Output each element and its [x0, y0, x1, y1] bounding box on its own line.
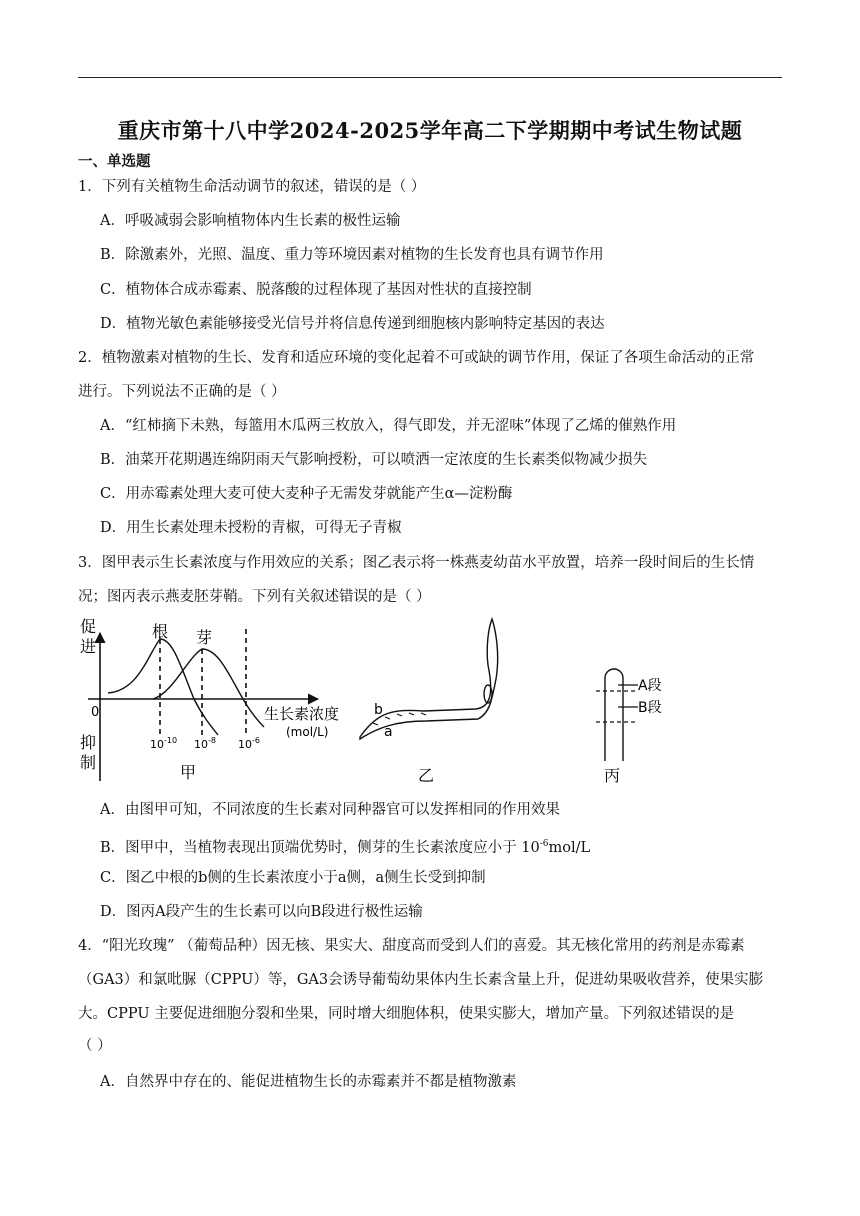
q2-option-c: C．用赤霉素处理大麦可使大麦种子无需发芽就能产生α—淀粉酶 [100, 486, 513, 502]
jia-y-label-inhibit-2: 制 [80, 753, 97, 772]
figure-q3 [78, 615, 718, 795]
jia-tick-1: $10^{-10}$ [150, 736, 178, 751]
q4-stem-line2: （GA3）和氯吡脲（CPPU）等，GA3会诱导葡萄幼果体内生长素含量上升，促进幼果吸收营养，使果实膨 [78, 972, 764, 988]
yi-label-a: a [384, 724, 393, 740]
q2-stem-line2: 进行。下列说法不正确的是（ ） [78, 384, 286, 400]
jia-tick-2: $10^{-8}$ [194, 736, 216, 751]
jia-y-label-promote-2: 进 [80, 637, 97, 656]
q2-option-d: D．用生长素处理未授粉的青椒，可得无子青椒 [100, 520, 402, 536]
yi-caption: 乙 [418, 766, 435, 785]
jia-y-label-inhibit-1: 抑 [80, 733, 97, 752]
jia-x-unit: (mol/L) [286, 725, 329, 739]
q4-option-a: A．自然界中存在的、能促进植物生长的赤霉素并不都是植物激素 [100, 1074, 517, 1090]
document-title: 重庆市第十八中学2024-2025学年高二下学期期中考试生物试题 [117, 118, 743, 143]
bing-label-b-segment: B段 [638, 700, 662, 716]
bing-coleoptile [605, 669, 623, 761]
q3-option-b: B．图甲中，当植物表现出顶端优势时，侧芽的生长素浓度应小于 $10^{-6}mol/L$ [100, 839, 591, 856]
q4-stem-line1: 4．“阳光玫瑰” （葡萄品种）因无核、果实大、甜度高而受到人们的喜爱。其无核化常用的药剂是赤霉素 [78, 938, 745, 954]
yi-label-b: b [374, 702, 383, 718]
q3-stem-line1: 3．图甲表示生长素浓度与作用效应的关系；图乙表示将一株燕麦幼苗水平放置，培养一段时间后的生长情 [78, 555, 755, 571]
jia-tick-3: $10^{-6}$ [238, 736, 260, 751]
jia-y-label-promote-1: 促 [80, 617, 97, 636]
jia-bud-curve [153, 649, 264, 727]
q1-option-b: B．除激素外，光照、温度、重力等环境因素对植物的生长发育也具有调节作用 [100, 247, 604, 263]
header-rule [78, 77, 782, 78]
figure-yi [360, 619, 498, 785]
yi-seedling [360, 619, 498, 739]
q1-option-a: A．呼吸减弱会影响植物体内生长素的极性运输 [100, 213, 401, 229]
bing-label-a-segment: A段 [638, 678, 662, 694]
bing-caption: 丙 [604, 766, 621, 785]
q3-option-d: D．图丙A段产生的生长素可以向B段进行极性运输 [100, 904, 423, 920]
jia-bud-label: 芽 [196, 628, 213, 647]
q3-option-c: C．图乙中根的b侧的生长素浓度小于a侧，a侧生长受到抑制 [100, 870, 486, 886]
q4-stem-line4: （ ） [78, 1038, 112, 1054]
q1-option-c: C．植物体合成赤霉素、脱落酸的过程体现了基因对性状的直接控制 [100, 282, 532, 298]
figure-jia [80, 617, 339, 782]
q4-stem-line3: 大。CPPU 主要促进细胞分裂和坐果，同时增大细胞体积，使果实膨大，增加产量。下列叙述错误的是 [78, 1006, 735, 1022]
jia-root-label: 根 [152, 622, 169, 641]
figure-bing [596, 669, 662, 785]
q3-stem-line2: 况；图丙表示燕麦胚芽鞘。下列有关叙述错误的是（ ） [78, 589, 431, 605]
jia-origin-label: 0 [91, 705, 100, 720]
q1-stem: 1．下列有关植物生命活动调节的叙述，错误的是（ ） [78, 179, 426, 195]
jia-x-label: 生长素浓度 [264, 705, 340, 723]
q2-option-b: B．油菜开花期遇连绵阴雨天气影响授粉，可以喷洒一定浓度的生长素类似物减少损失 [100, 452, 648, 468]
q3-option-a: A．由图甲可知，不同浓度的生长素对同种器官可以发挥相同的作用效果 [100, 802, 560, 818]
q1-option-d: D．植物光敏色素能够接受光信号并将信息传递到细胞核内影响特定基因的表达 [100, 316, 605, 332]
section-heading: 一、单选题 [78, 153, 151, 170]
jia-caption: 甲 [180, 763, 197, 782]
q2-stem-line1: 2．植物激素对植物的生长、发育和适应环境的变化起着不可或缺的调节作用，保证了各项生命活动的正常 [78, 350, 755, 366]
q2-option-a: A．“红柿摘下未熟，每篮用木瓜两三枚放入，得气即发，并无涩味”体现了乙烯的催熟作用 [100, 418, 677, 434]
